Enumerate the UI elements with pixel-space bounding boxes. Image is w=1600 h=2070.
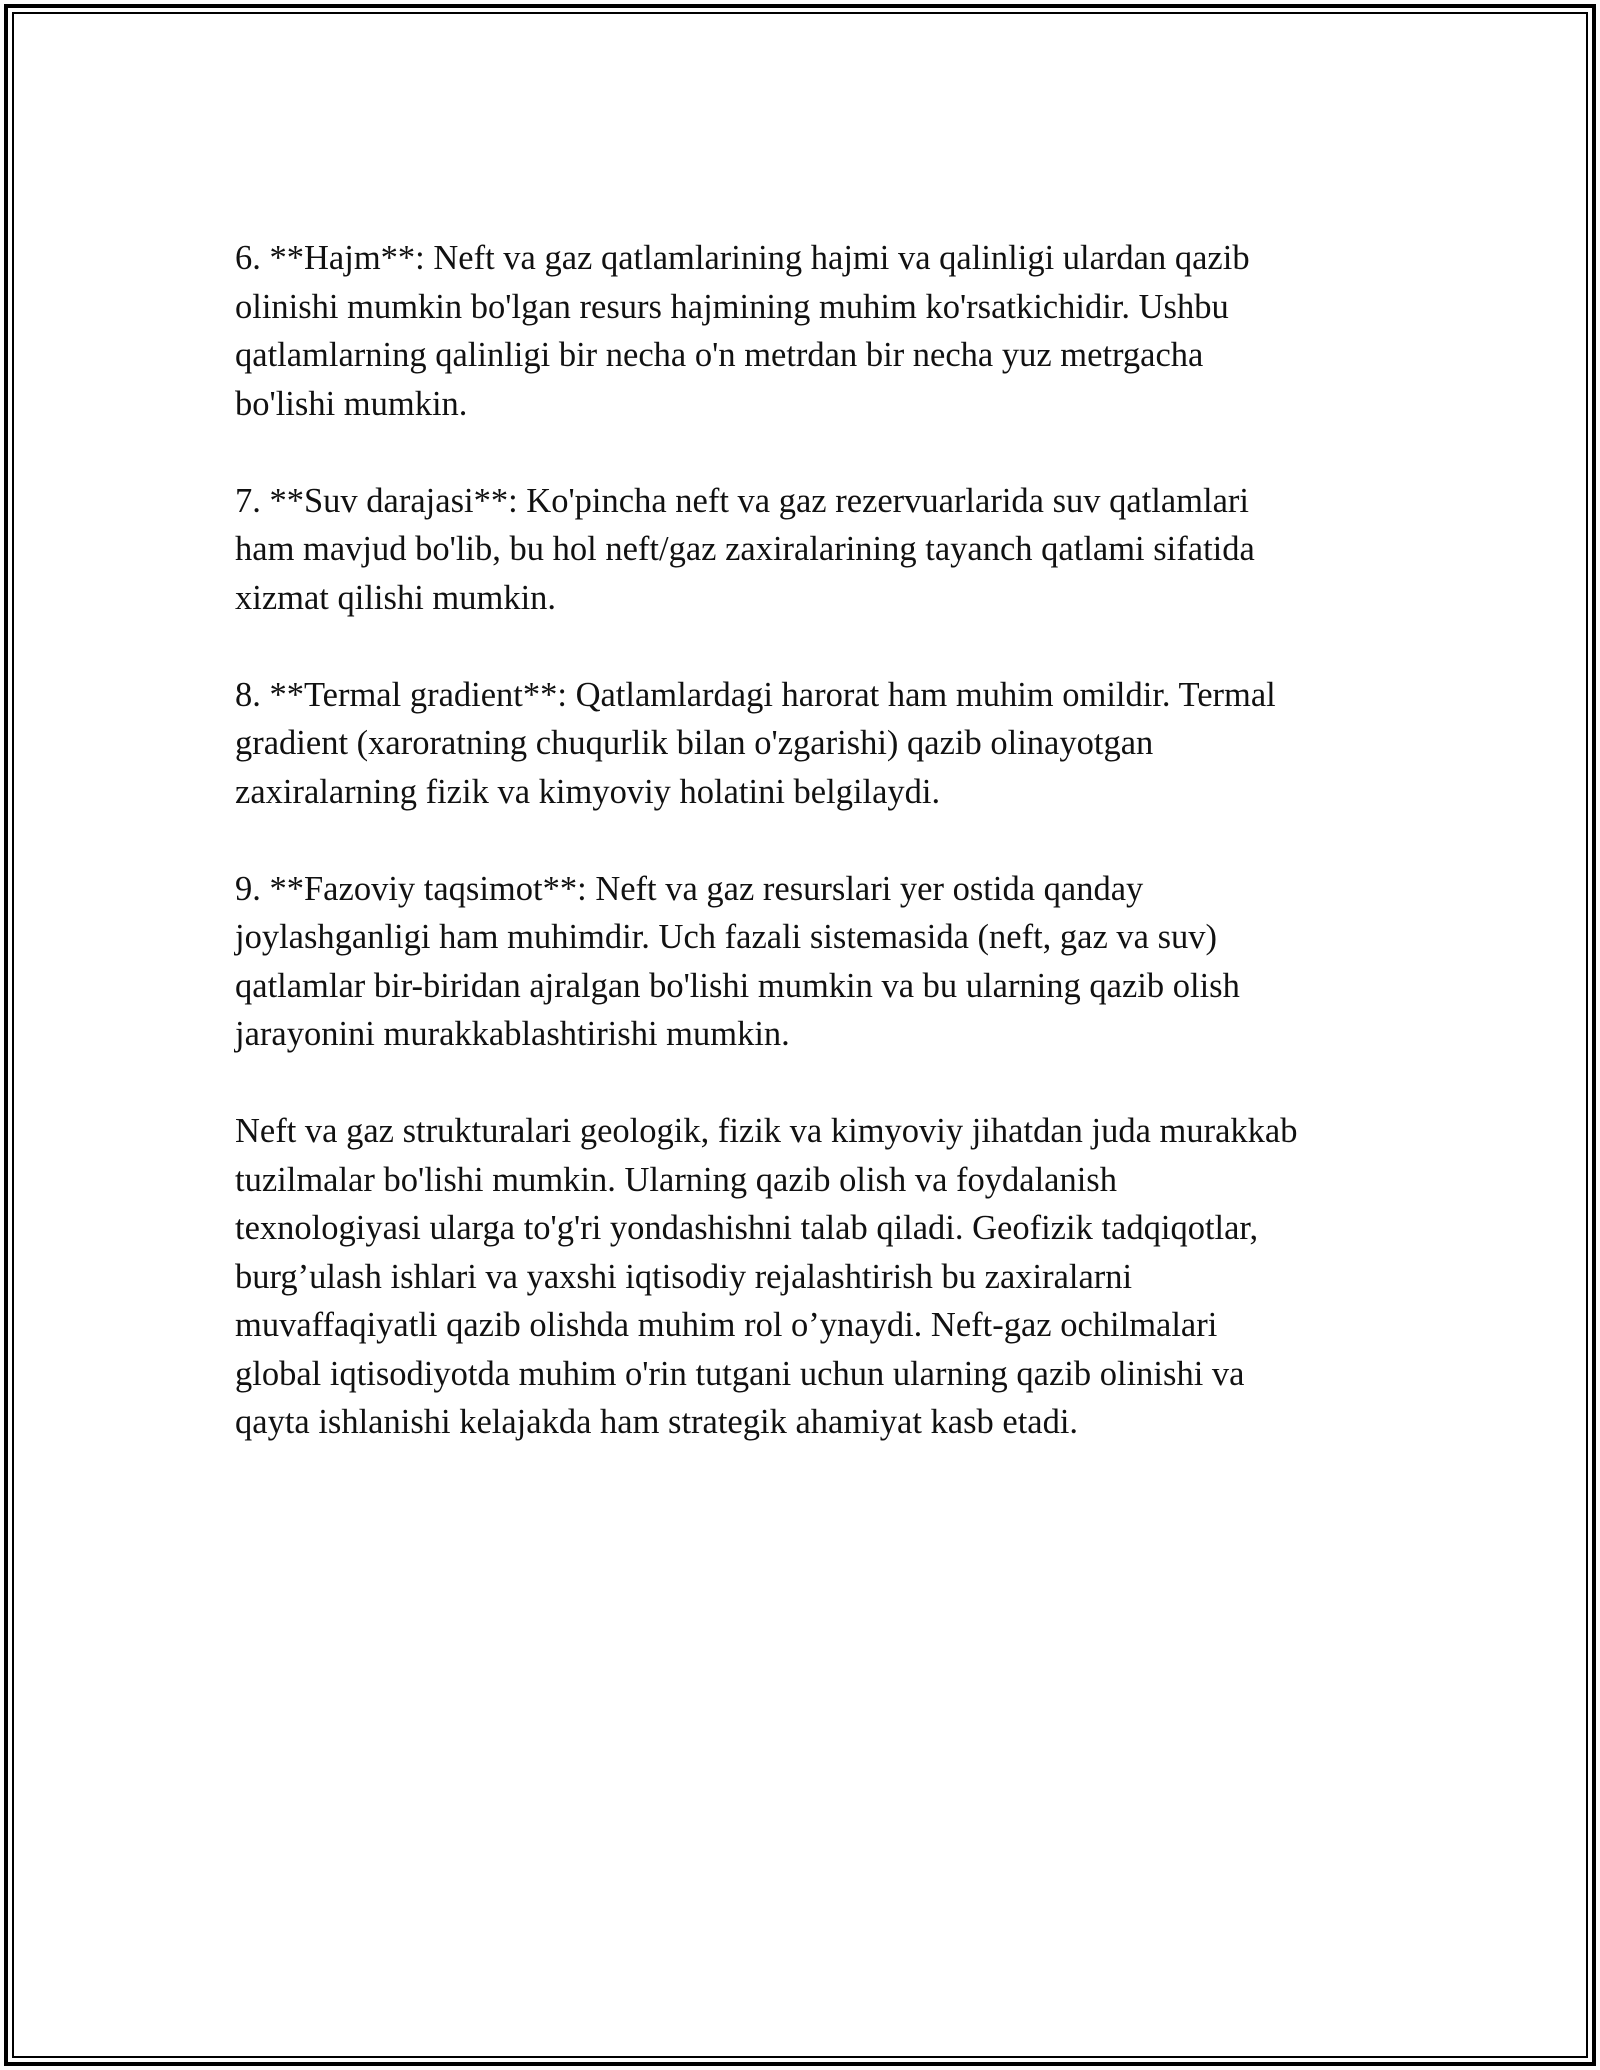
text-line: bo'lishi mumkin. [235, 384, 468, 423]
text-line: gradient (xaroratning chuqurlik bilan o'zgarishi) qazib olinayotgan [235, 724, 1154, 762]
text-line: 8. **Termal gradient**: Qatlamlardagi harorat ham muhim omildir. Termal [235, 675, 1276, 714]
text-line: joylashganligi ham muhimdir. Uch fazali sistemasida (neft, gaz va suv) [235, 918, 1218, 956]
text-line: xizmat qilishi mumkin. [235, 578, 557, 617]
paragraph-fazoviy-taqsimot [235, 865, 1375, 1059]
text-line: tuzilmalar bo'lishi mumkin. Ularning qazib olish va foydalanish [235, 1160, 1117, 1199]
text-line: ham mavjud bo'lib, bu hol neft/gaz zaxiralarining tayanch qatlami sifatida [235, 530, 1255, 568]
paragraph-suv-darajasi [235, 477, 1375, 623]
text-line: zaxiralarning fizik va kimyoviy holatini belgilaydi. [235, 772, 941, 811]
text-line: 9. **Fazoviy taqsimot**: Neft va gaz resurslari yer ostida qanday [235, 869, 1144, 908]
text-line: muvaffaqiyatli qazib olishda muhim rol o’ynaydi. Neft-gaz ochilmalari [235, 1306, 1218, 1344]
text-line: Neft va gaz strukturalari geologik, fizik va kimyoviy jihatdan juda murakkab [235, 1112, 1298, 1150]
document-body [235, 234, 1375, 1495]
text-line: qayta ishlanishi kelajakda ham strategik ahamiyat kasb etadi. [235, 1403, 1079, 1441]
text-line: olinishi mumkin bo'lgan resurs hajmining muhim ko'rsatkichidir. Ushbu [235, 287, 1229, 326]
text-line: qatlamlarning qalinligi bir necha o'n metrdan bir necha yuz metrgacha [235, 336, 1204, 374]
text-line: global iqtisodiyotda muhim o'rin tutgani uchun ularning qazib olinishi va [235, 1354, 1245, 1393]
paragraph-conclusion [235, 1107, 1375, 1447]
text-line: jarayonini murakkablashtirishi mumkin. [235, 1015, 790, 1053]
paragraph-hajm [235, 234, 1375, 428]
text-line: 7. **Suv darajasi**: Ko'pincha neft va gaz rezervuarlarida suv qatlamlari [235, 481, 1249, 520]
text-line: qatlamlar bir-biridan ajralgan bo'lishi mumkin va bu ularning qazib olish [235, 966, 1240, 1005]
text-line: burg’ulash ishlari va yaxshi iqtisodiy rejalashtirish bu zaxiralarni [235, 1257, 1133, 1296]
paragraph-termal-gradient [235, 671, 1375, 817]
text-line: texnologiyasi ularga to'g'ri yondashishni talab qiladi. Geofizik tadqiqotlar, [235, 1209, 1259, 1247]
text-line: 6. **Hajm**: Neft va gaz qatlamlarining hajmi va qalinligi ulardan qazib [235, 239, 1250, 277]
